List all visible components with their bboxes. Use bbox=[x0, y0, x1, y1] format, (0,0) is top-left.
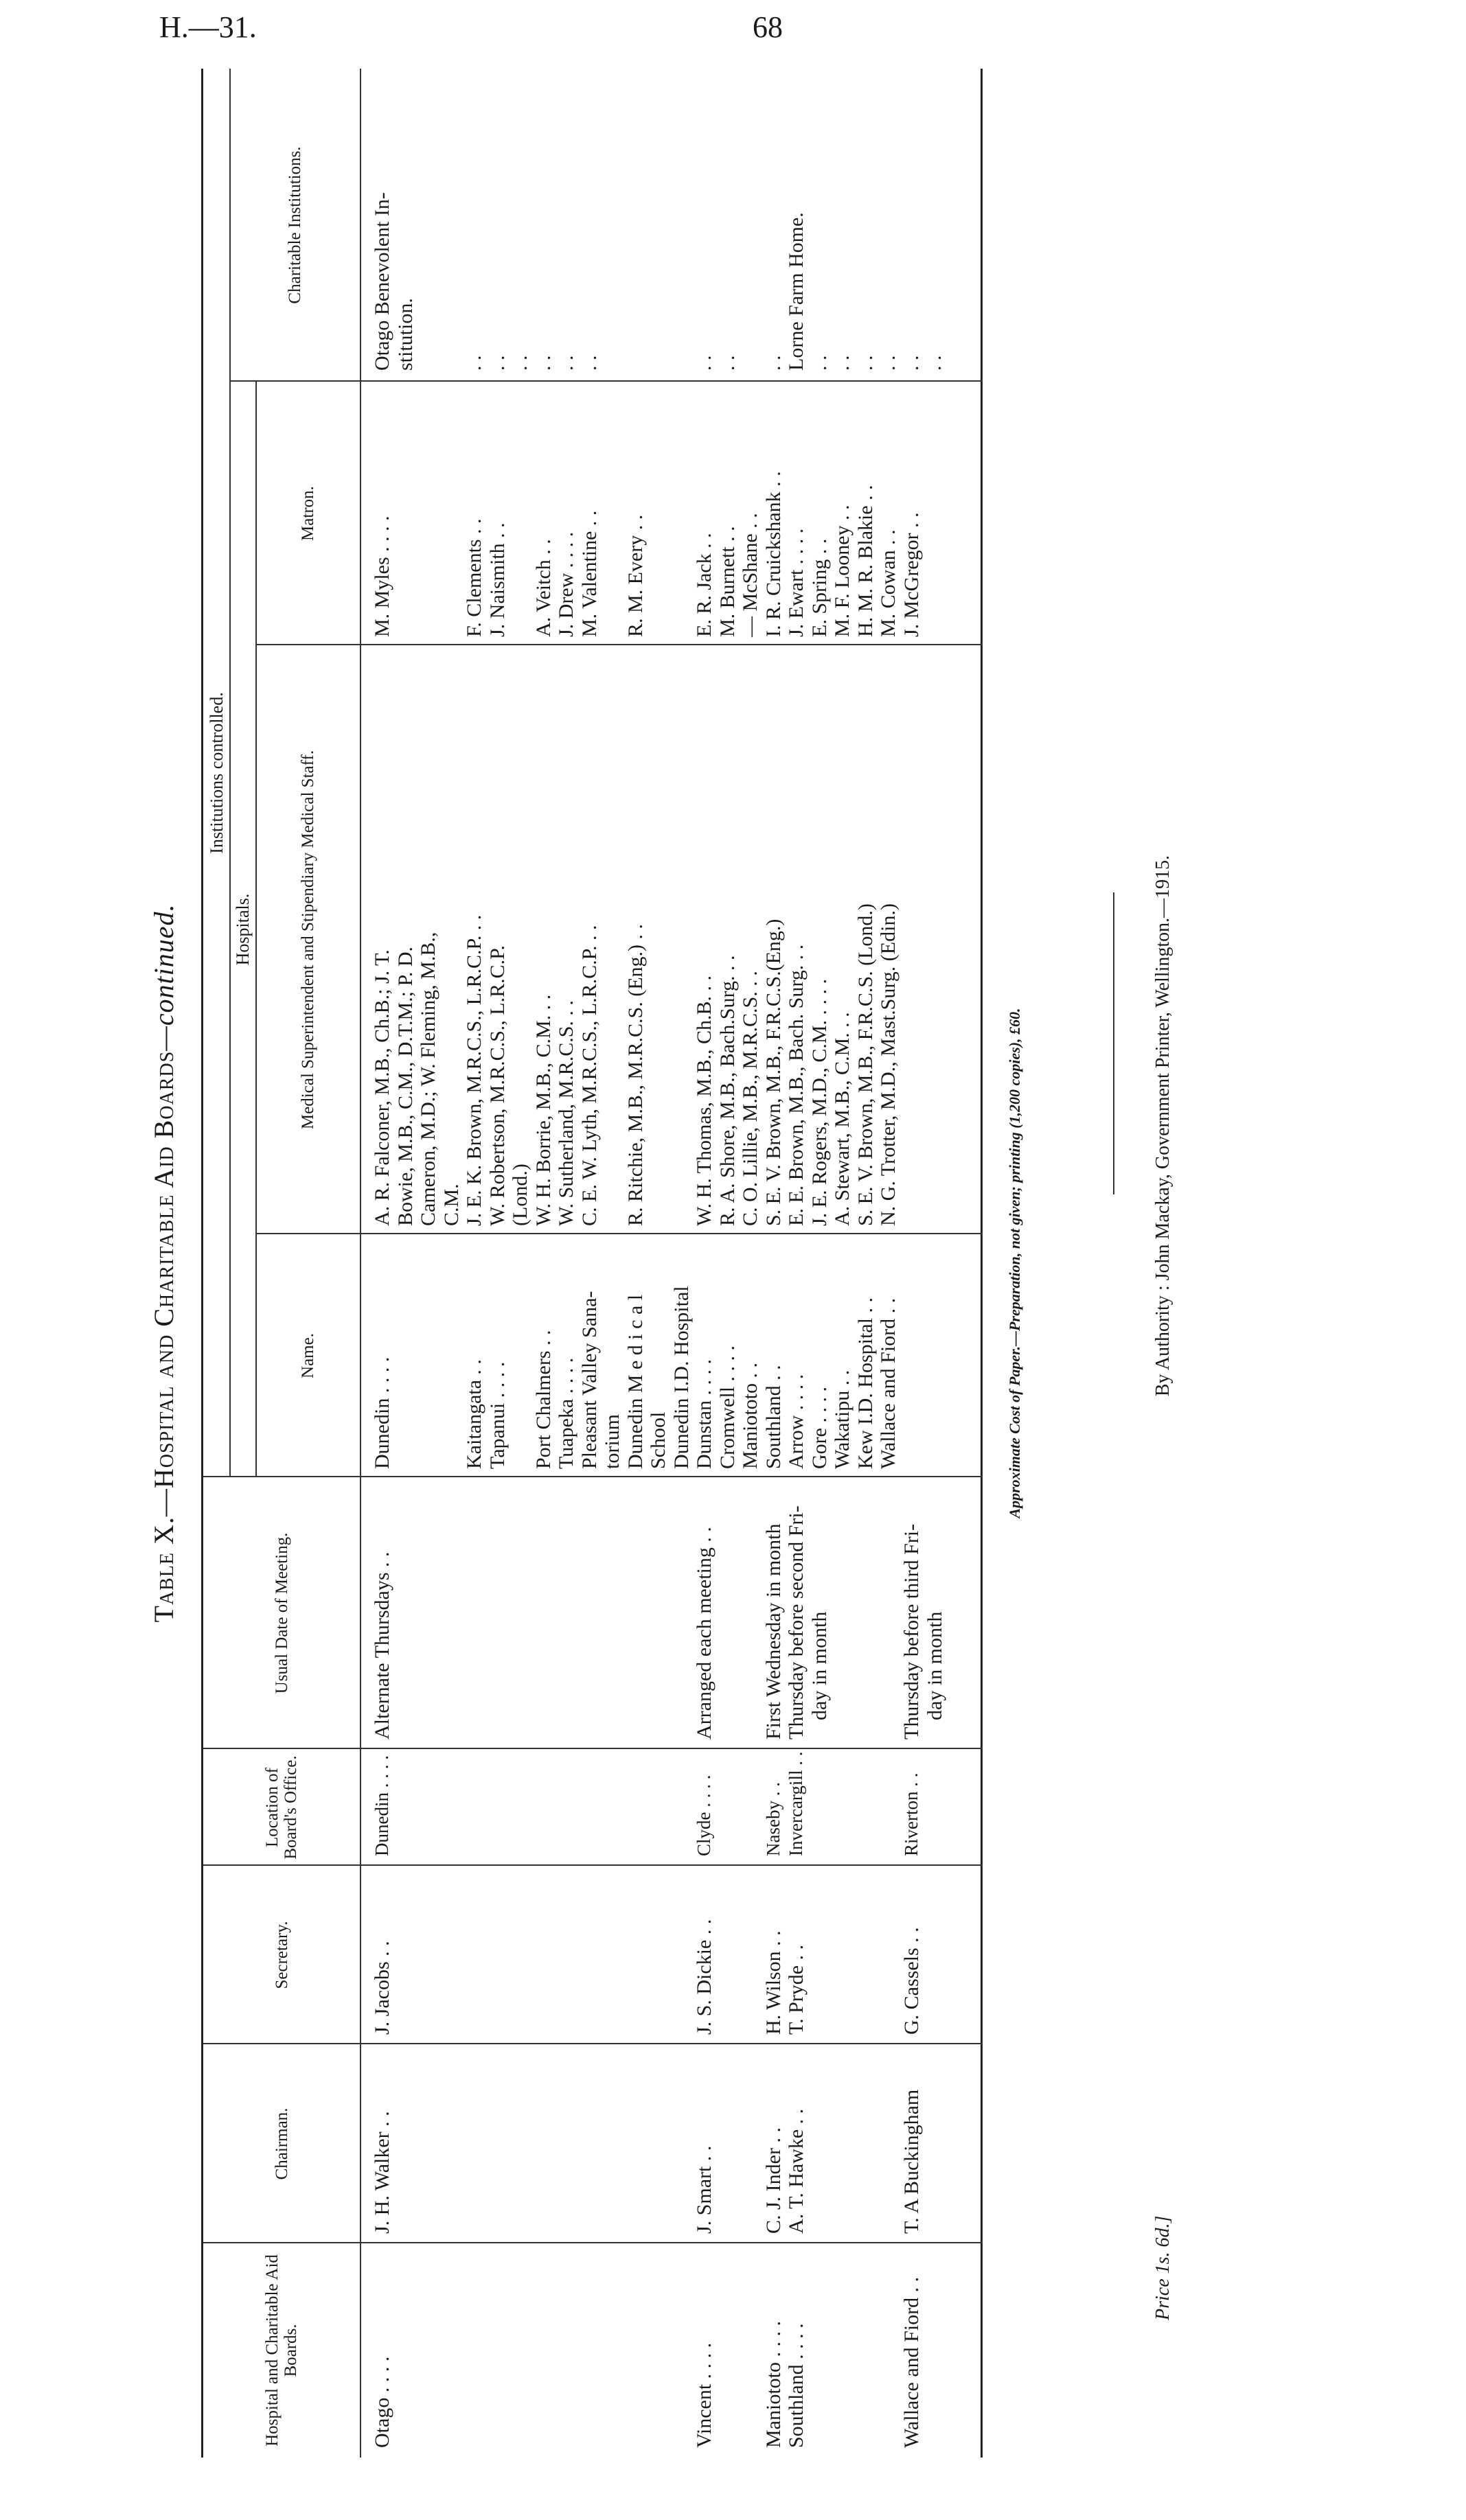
hospital-name: Tuapeka . . . . bbox=[555, 1357, 577, 1469]
medical-staff-entry bbox=[601, 903, 624, 1226]
hospital-name: Dunedin . . . . bbox=[371, 1356, 393, 1469]
matron-entry: J. McGregor . . bbox=[900, 512, 923, 637]
col-charitable-heading: Charitable Institutions. bbox=[285, 146, 304, 304]
hospital-name: School bbox=[647, 1411, 669, 1469]
hospital-name: Wallace and Fiord . . bbox=[877, 1297, 900, 1469]
medical-staff-entry: C.M. bbox=[439, 1183, 463, 1226]
board-wallace: Wallace and Fiord . . bbox=[900, 2276, 923, 2448]
hospital-name: Cromwell . . . . bbox=[715, 1345, 739, 1469]
header-bottom-rule bbox=[360, 69, 361, 2458]
charitable-group-southland bbox=[785, 192, 900, 371]
meeting-southland-line: day in month bbox=[808, 1611, 831, 1720]
footer-rule bbox=[1113, 892, 1114, 1194]
hospital-name bbox=[509, 1286, 532, 1469]
charitable-entry: . . bbox=[854, 355, 877, 371]
office-wallace: Riverton . . bbox=[901, 1772, 921, 1856]
hospital-name: torium bbox=[601, 1414, 623, 1469]
hospital-name: Wakatipu . . bbox=[831, 1369, 854, 1469]
page-number: 68 bbox=[753, 10, 783, 44]
matron-entry bbox=[509, 471, 532, 637]
hospital-name bbox=[394, 1286, 417, 1469]
secretary-southland: T. Pryde . . bbox=[785, 1944, 808, 2035]
hospital-name: Tapanui . . . . bbox=[485, 1361, 509, 1469]
matron-entry: M. Burnett . . bbox=[715, 526, 739, 637]
chairman-vincent: J. Smart . . bbox=[693, 2145, 715, 2234]
medical-staff-entry bbox=[670, 903, 694, 1226]
charitable-entry bbox=[440, 192, 463, 371]
matron-entry bbox=[601, 471, 624, 637]
institutions-controlled-heading: Institutions controlled. bbox=[206, 692, 227, 854]
charitable-entry: Lorne Farm Home. bbox=[785, 212, 808, 371]
medical-staff-entry: S. E. V. Brown, M.B., F.R.C.S. (Lond.) bbox=[854, 903, 877, 1226]
secretary-otago: J. Jacobs . . bbox=[371, 1941, 393, 2035]
matron-entry bbox=[394, 471, 417, 637]
charitable-entry: . . bbox=[877, 355, 900, 371]
office-vincent: Clyde . . . . bbox=[694, 1775, 714, 1856]
hospital-name: Southland . . bbox=[761, 1365, 785, 1469]
matron-entry bbox=[670, 471, 694, 637]
boards-table bbox=[201, 69, 983, 2458]
col-matron-heading: Matron. bbox=[298, 486, 317, 541]
hospital-name: Kaitangata . . bbox=[463, 1359, 485, 1469]
matron-entry: M. Valentine . . bbox=[577, 510, 601, 637]
medical-staff-entry: N. G. Trotter, M.D., Mast.Surg. (Edin.) bbox=[877, 903, 900, 1226]
matron-entry: R. M. Every . . bbox=[623, 514, 647, 637]
cost-note: Approximate Cost of Paper.—Preparation, not given; printing (1,200 copies), £60. bbox=[1006, 1008, 1023, 1518]
matron-entry bbox=[417, 471, 440, 637]
matrons-column bbox=[371, 471, 923, 637]
hospital-name: Kew I.D. Hospital . . bbox=[854, 1297, 877, 1469]
secretary-maniototo: H. Wilson . . bbox=[762, 1930, 785, 2035]
matron-entry: E. R. Jack . . bbox=[693, 533, 715, 637]
medical-staff-entry: Cameron, M.D.; W. Fleming, M.B., bbox=[417, 932, 439, 1226]
medical-staff-entry bbox=[647, 903, 670, 1226]
matron-entry: E. Spring . . bbox=[808, 538, 831, 637]
charitable-entry: . . bbox=[693, 355, 715, 371]
office-southland: Invercargill . . bbox=[786, 1751, 806, 1856]
meeting-southland-line: Thursday before second Fri- bbox=[785, 1505, 808, 1739]
meeting-wallace-line: day in month bbox=[923, 1611, 946, 1720]
rotated-table-page bbox=[148, 69, 1212, 2458]
hospital-name: Dunstan . . . . bbox=[693, 1359, 715, 1469]
medical-staff-entry: R. A. Shore, M.B., Bach.Surg. . . bbox=[715, 955, 739, 1226]
medical-staff-entry: S. E. V. Brown, M.B., F.R.C.S.(Eng.) bbox=[761, 918, 785, 1226]
chairman-wallace: T. A Buckingham bbox=[900, 2089, 923, 2234]
medical-staff-entry: W. Sutherland, M.R.C.S. . . bbox=[555, 1000, 577, 1226]
col-medical-staff-heading: Medical Superintendent and Stipendiary Medical Staff. bbox=[298, 750, 317, 1130]
matron-entry bbox=[647, 471, 670, 637]
charitable-entry: . . bbox=[900, 355, 923, 371]
charitable-entry: . . bbox=[555, 355, 577, 371]
charitable-entry: . . bbox=[831, 355, 854, 371]
matron-entry: J. Ewart . . . . bbox=[785, 528, 808, 637]
matron-entry bbox=[440, 471, 463, 637]
medical-staff-entry: A. Stewart, M.B., C.M. . . bbox=[831, 1012, 854, 1226]
charitable-group-vincent bbox=[693, 192, 739, 371]
charitable-entry: . . bbox=[577, 355, 601, 371]
hospital-name: Arrow . . . . bbox=[785, 1374, 808, 1469]
charitable-entry: . . bbox=[923, 355, 946, 371]
price: Price 1s. 6d.] bbox=[1152, 2215, 1173, 2320]
chairman-otago: J. H. Walker . . bbox=[371, 2111, 393, 2234]
hospital-name: Gore . . . . bbox=[808, 1387, 831, 1469]
charitable-entry: . . bbox=[463, 355, 485, 371]
secretary-vincent: J. S. Dickie . . bbox=[693, 1919, 715, 2035]
col-board-heading: Hospital and Charitable Aid Boards. bbox=[263, 2254, 300, 2447]
matron-entry: M. Myles . . . . bbox=[371, 516, 393, 637]
office-otago: Dunedin . . . . bbox=[371, 1755, 392, 1856]
charitable-entry: . . bbox=[761, 355, 785, 371]
hospital-name bbox=[440, 1286, 463, 1469]
medical-staff-entry: C. E. W. Lyth, M.R.C.S., L.R.C.P. . . bbox=[577, 925, 601, 1226]
charitable-entry: Otago Benevolent In- bbox=[371, 192, 393, 371]
printer-authority: By Authority : John Mackay, Government Printer, Wellington.—1915. bbox=[1152, 855, 1173, 1397]
table-title bbox=[148, 69, 189, 2458]
col-chairman-heading: Chairman. bbox=[272, 2107, 291, 2180]
hospital-name: Maniototo . . bbox=[739, 1363, 761, 1469]
matron-entry: J. Drew . . . . bbox=[555, 531, 577, 637]
chairman-southland: A. T. Hawke . . bbox=[785, 2108, 808, 2234]
hospital-name bbox=[417, 1286, 440, 1469]
col-meeting-heading: Usual Date of Meeting. bbox=[272, 1532, 291, 1694]
col-secretary-heading: Secretary. bbox=[272, 1921, 291, 1989]
meeting-southland bbox=[785, 1505, 831, 1739]
matron-entry: M. Cowan . . bbox=[877, 529, 900, 637]
office-maniototo: Naseby . . bbox=[763, 1782, 783, 1856]
medical-staff-entry: R. Ritchie, M.B., M.R.C.S. (Eng.) . . bbox=[623, 923, 647, 1226]
col-hospital-name-heading: Name. bbox=[298, 1333, 317, 1378]
charitable-column bbox=[371, 192, 946, 371]
meeting-wallace bbox=[900, 1524, 946, 1739]
page-ref: H.—31. bbox=[159, 10, 257, 44]
charitable-entry: . . bbox=[509, 355, 531, 371]
charitable-entry: . . bbox=[808, 355, 831, 371]
medical-staff-entry: A. R. Falconer, M.B., Ch.B.; J. T. bbox=[371, 949, 393, 1226]
meeting-wallace-line: Thursday before third Fri- bbox=[900, 1523, 923, 1739]
board-otago: Otago . . . . bbox=[371, 2356, 393, 2448]
medical-staff-entry: C. O. Lillie, M.B., M.R.C.S. . . bbox=[739, 971, 761, 1226]
hospital-name: Dunedin M e d i c a l bbox=[623, 1294, 647, 1469]
col-rule-7 bbox=[255, 644, 983, 645]
charitable-entry: stitution. bbox=[393, 298, 417, 371]
matron-entry: A. Veitch . . bbox=[531, 539, 555, 637]
medical-staff-entry: (Lond.) bbox=[509, 1164, 531, 1226]
meeting-vincent: Arranged each meeting . . bbox=[693, 1527, 715, 1739]
matron-entry: J. Naismith . . bbox=[485, 522, 509, 637]
medical-staff-entry: J. E. Rogers, M.D., C.M. . . . . bbox=[808, 978, 831, 1226]
table-title-main: Table X.—Hospital and Charitable Aid Boards bbox=[148, 1050, 179, 1623]
hospitals-heading: Hospitals. bbox=[232, 893, 253, 966]
matron-entry: I. R. Cruickshank . . bbox=[761, 471, 785, 637]
charitable-group-wallace bbox=[900, 192, 946, 371]
medical-staff-entry: W. Robertson, M.R.C.S., L.R.C.P. bbox=[485, 945, 509, 1226]
col-rule-6 bbox=[255, 1233, 983, 1234]
footer bbox=[991, 69, 1211, 2458]
hospital-names-column bbox=[371, 1286, 900, 1469]
meeting-otago: Alternate Thursdays . . bbox=[371, 1551, 393, 1739]
charitable-entry bbox=[417, 192, 440, 371]
matron-entry: F. Clements . . bbox=[463, 518, 485, 637]
board-maniototo: Maniototo . . . . bbox=[762, 2321, 785, 2448]
hospital-name: Pleasant Valley Sana- bbox=[577, 1291, 601, 1469]
meeting-maniototo: First Wednesday in month bbox=[762, 1523, 785, 1739]
matron-entry: H. M. R. Blakie . . bbox=[854, 485, 877, 637]
charitable-entry: . . bbox=[531, 355, 555, 371]
charitable-group-maniototo bbox=[762, 192, 786, 371]
matron-entry: M. F. Looney . . bbox=[831, 505, 854, 637]
charitable-entry: . . bbox=[715, 355, 739, 371]
medical-staff-entry: E. E. Brown, M.B., Bach. Surg. . . bbox=[785, 944, 808, 1226]
hospital-name: Dunedin I.D. Hospital bbox=[669, 1286, 693, 1469]
medical-staff-entry: Bowie, M.B., C.M., D.T.M.; P. D. bbox=[393, 947, 417, 1226]
secretary-wallace: G. Cassels . . bbox=[900, 1927, 923, 2035]
medical-staff-entry: W. H. Thomas, M.B., Ch.B. . . bbox=[693, 975, 715, 1226]
hospital-name: Port Chalmers . . bbox=[531, 1330, 555, 1469]
board-southland: Southland . . . . bbox=[785, 2323, 808, 2448]
charitable-group-otago bbox=[371, 192, 601, 371]
matron-entry: — McShane . . bbox=[739, 513, 761, 637]
table-title-continued: —continued. bbox=[148, 903, 179, 1051]
medical-staff-column bbox=[371, 903, 900, 1226]
charitable-entry: . . bbox=[485, 355, 509, 371]
board-vincent: Vincent . . . . bbox=[693, 2342, 715, 2448]
medical-staff-entry: J. E. K. Brown, M.R.C.S., L.R.C.P. . . bbox=[463, 914, 485, 1226]
medical-staff-entry: W. H. Borrie, M.B., C.M. . . bbox=[531, 994, 555, 1226]
col-office-heading: Location of Board's Office. bbox=[263, 1755, 300, 1860]
chairman-maniototo: C. J. Inder . . bbox=[762, 2127, 785, 2234]
